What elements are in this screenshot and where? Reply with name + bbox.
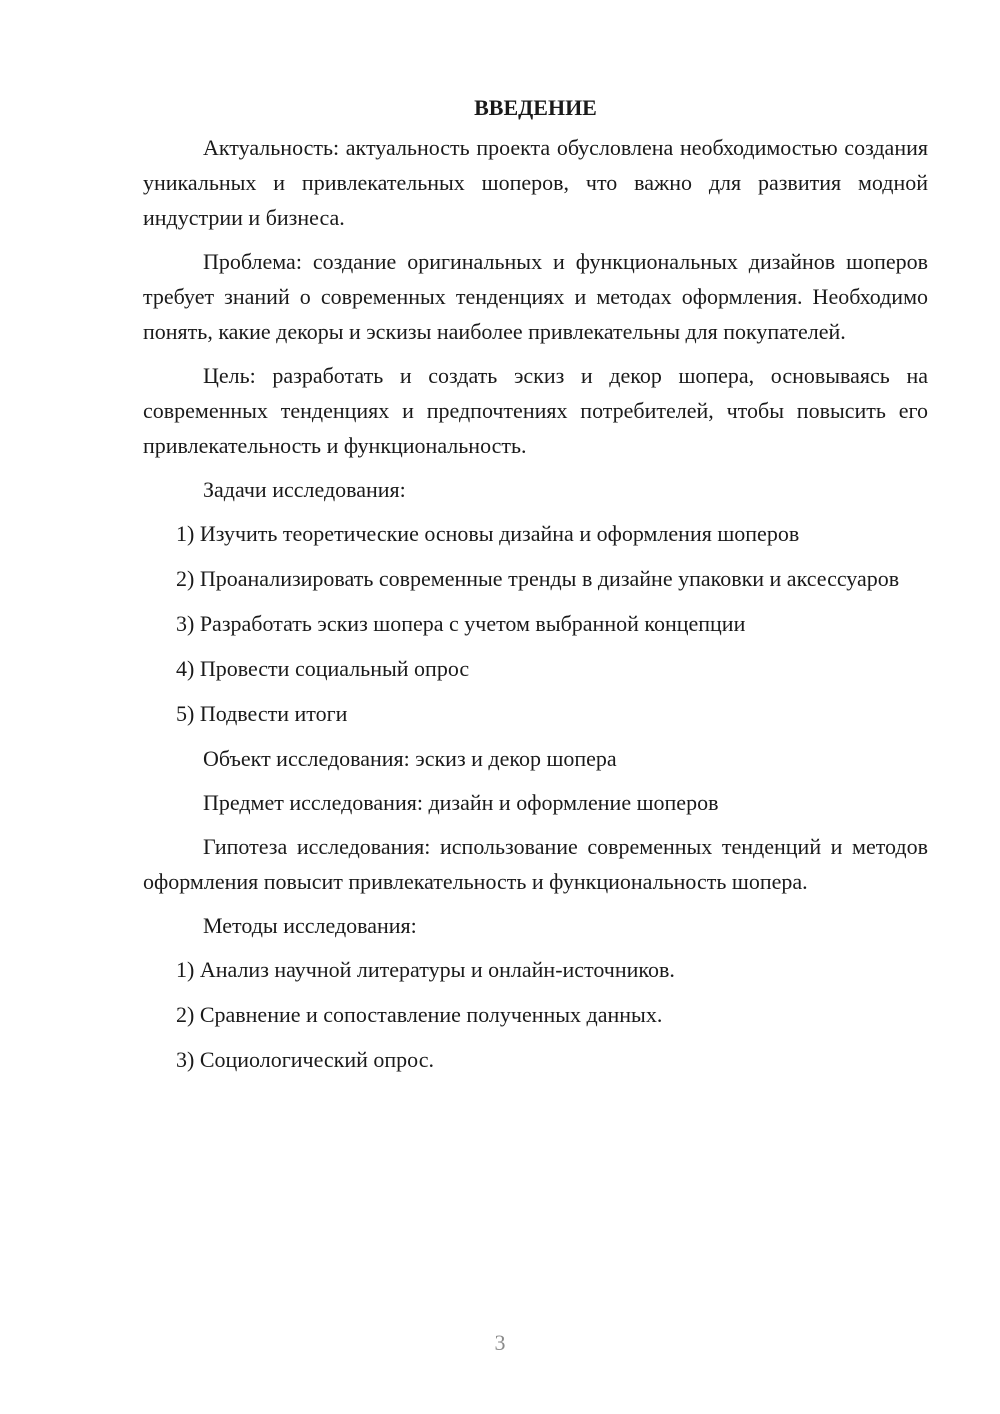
page-number: 3 xyxy=(494,1330,506,1355)
task-item: 2) Проанализировать современные тренды в дизайне упаковки и аксессуаров xyxy=(176,566,900,591)
task-item: 5) Подвести итоги xyxy=(176,701,348,726)
subject-paragraph: Предмет исследования: дизайн и оформление шоперов xyxy=(203,790,719,815)
relevance-paragraph: Актуальность: актуальность проекта обусловлена необходимостью создания уникальных и привлекательных шоперов, что важно для развития модной индустрии и бизнеса. xyxy=(143,135,928,230)
document-body xyxy=(143,90,928,1087)
object-paragraph: Объект исследования: эскиз и декор шопера xyxy=(203,746,617,771)
method-item: 3) Социологический опрос. xyxy=(176,1047,434,1072)
task-item: 4) Провести социальный опрос xyxy=(176,656,470,681)
problem-paragraph: Проблема: создание оригинальных и функциональных дизайнов шоперов требует знаний о современных тенденциях и методах оформления. Необходимо понять, какие декоры и эскизы наиболее привлекательны для покупателей. xyxy=(143,249,928,344)
methods-heading: Методы исследования: xyxy=(203,913,417,938)
hypothesis-paragraph: Гипотеза исследования: использование современных тенденций и методов оформления повысит привлекательность и функциональность шопера. xyxy=(143,834,928,894)
task-item: 1) Изучить теоретические основы дизайна и оформления шоперов xyxy=(176,521,800,546)
method-item: 2) Сравнение и сопоставление полученных данных. xyxy=(176,1002,663,1027)
section-title: ВВЕДЕНИЕ xyxy=(474,95,597,120)
task-item: 3) Разработать эскиз шопера с учетом выбранной концепции xyxy=(176,611,746,636)
tasks-heading: Задачи исследования: xyxy=(203,477,406,502)
goal-paragraph: Цель: разработать и создать эскиз и декор шопера, основываясь на современных тенденциях и предпочтениях потребителей, чтобы повысить его привлекательность и функциональность. xyxy=(143,363,928,458)
method-item: 1) Анализ научной литературы и онлайн-источников. xyxy=(176,957,675,982)
